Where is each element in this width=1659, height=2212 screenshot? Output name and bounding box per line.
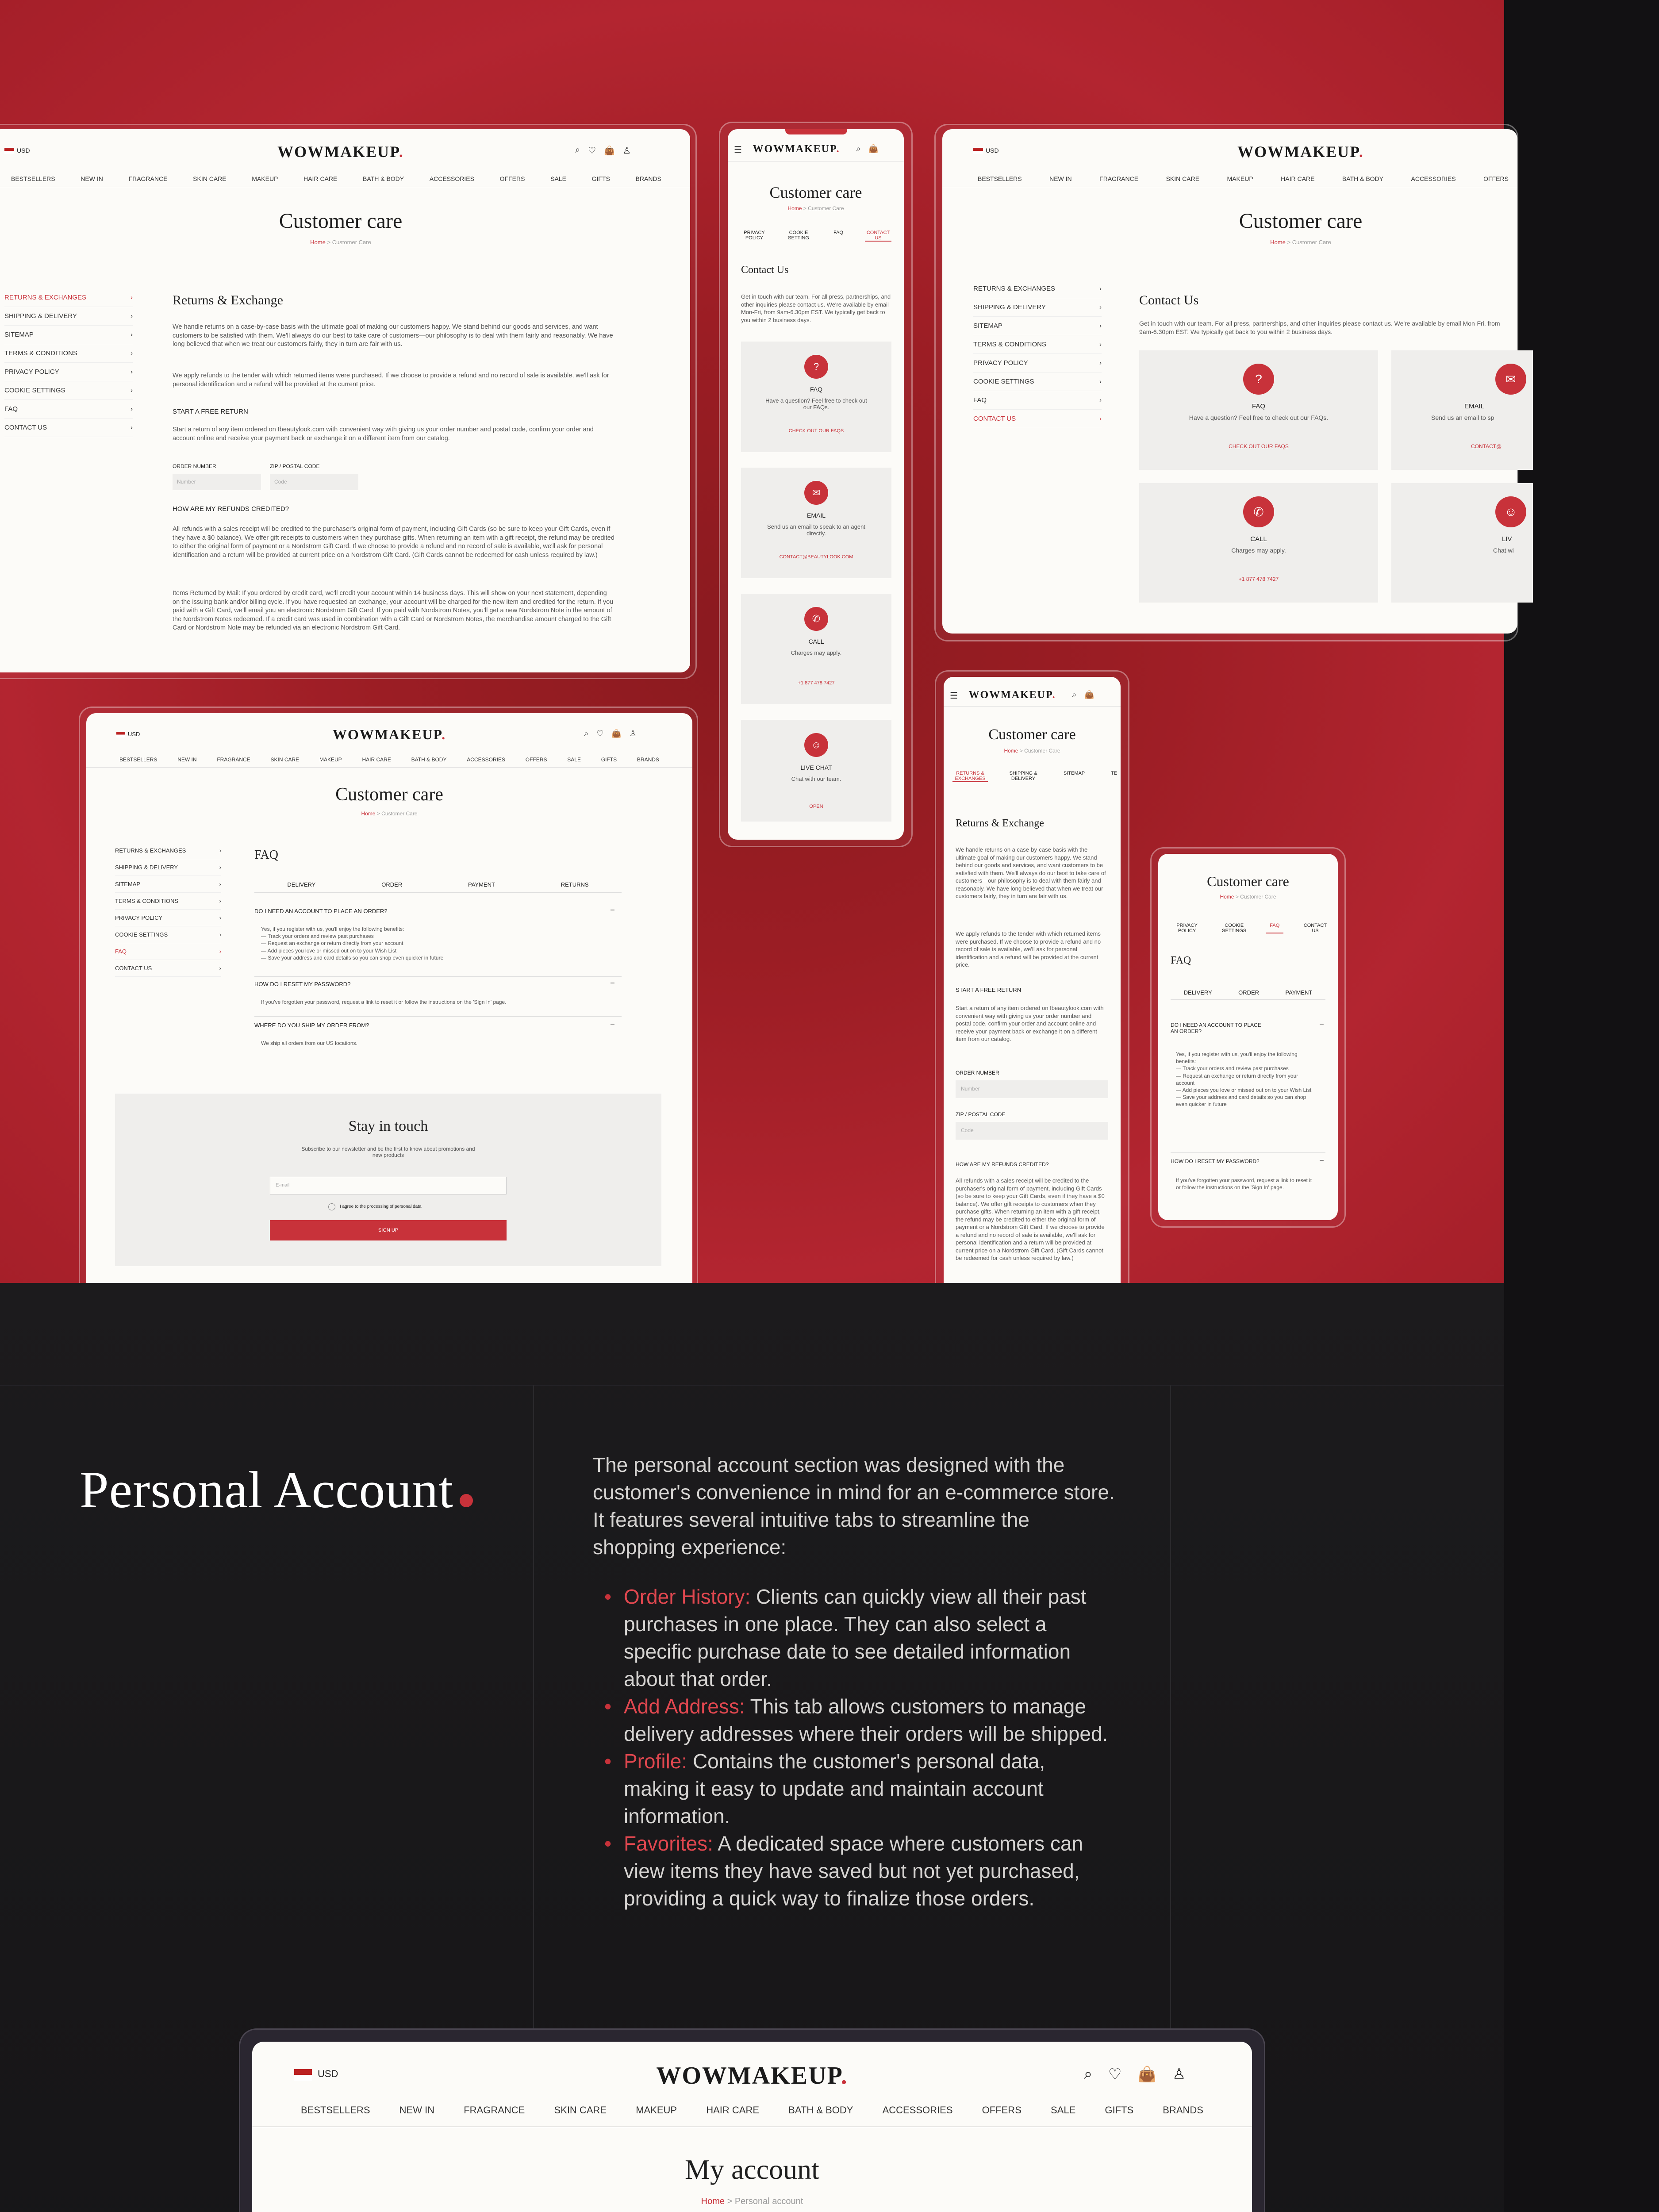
section-heading: Returns & Exchange <box>173 293 283 307</box>
menu-item[interactable]: CONTACT US › <box>973 410 1102 428</box>
menu-item[interactable]: RETURNS & EXCHANGES › <box>973 280 1102 298</box>
page-title: Customer care <box>335 784 443 805</box>
menu-item[interactable]: COOKIE SETTINGS › <box>115 926 221 943</box>
returns-paragraph: We handle returns on a case-by-case basis with the ultimate goal of making our customers happy. We stand behind our goods and services, and want customers to be satisfied with them. We'll always do our best to take care of customers—our philosophy is to deal with them fairly and reasonably. We have long believed that when we treat our customers fairly, they in turn are fair with us. <box>956 846 1106 900</box>
tab[interactable]: RETURNS & EXCHANGES <box>952 771 988 782</box>
breadcrumb: Home > Personal account <box>701 2197 803 2206</box>
chat-icon: ☺ <box>804 733 828 757</box>
main-nav <box>301 2104 1203 2116</box>
tab[interactable]: COOKIE SETTING <box>788 230 809 241</box>
mobile-tabs <box>732 230 900 242</box>
tab[interactable]: PRIVACY POLICY <box>1176 923 1198 933</box>
subheading: HOW ARE MY REFUNDS CREDITED? <box>956 1161 1049 1167</box>
signup-button[interactable]: SIGN UP <box>270 1220 507 1240</box>
tab-payment[interactable]: PAYMENT <box>1285 989 1313 996</box>
breadcrumb: Home > Customer Care <box>1220 894 1276 900</box>
faq-link[interactable]: CHECK OUT OUR FAQS <box>1229 443 1289 449</box>
faq-question[interactable]: DO I NEED AN ACCOUNT TO PLACE AN ORDER? <box>254 908 388 914</box>
collapse-icon[interactable]: – <box>1320 1020 1324 1028</box>
faq-card[interactable]: ? FAQ Have a question? Feel free to check out our FAQs. CHECK OUT OUR FAQS <box>1139 350 1378 470</box>
subheading: START A FREE RETURN <box>173 408 248 415</box>
nav-item[interactable]: ACCESSORIES <box>882 2104 953 2116</box>
section-heading: Contact Us <box>741 264 789 276</box>
flag-icon <box>116 732 125 737</box>
mobile-contact-screen <box>728 129 904 840</box>
divider <box>944 706 1121 707</box>
email-icon: ✉ <box>804 481 828 505</box>
list-item: • Add Address: This tab allows customers to manage delivery addresses where their orders will be shipped. <box>593 1693 1115 1747</box>
chat-bubble-icon: ? <box>804 355 828 379</box>
desktop-contact-screen <box>942 129 1517 634</box>
chat-bubble-icon: ? <box>1243 364 1274 395</box>
tab-delivery[interactable]: DELIVERY <box>1183 989 1212 996</box>
contact-intro: Get in touch with our team. For all press, partnerships, and other inquiries please contact us. We're available by email Mon-Fri, from 9am-6.30pm EST. We typically get back to you within 2 business days. <box>1139 320 1500 335</box>
main-nav <box>11 175 661 182</box>
phone-icon: ✆ <box>1243 496 1274 527</box>
nav-item[interactable]: FRAGRANCE <box>217 757 250 763</box>
tab-payment[interactable]: PAYMENT <box>468 881 495 888</box>
faq-card[interactable]: ? FAQ Have a question? Feel free to check out our FAQs. CHECK OUT OUR FAQS <box>741 342 891 452</box>
nav-item[interactable]: ACCESSORIES <box>1411 175 1456 182</box>
menu-item[interactable]: SHIPPING & DELIVERY › <box>115 859 221 876</box>
returns-paragraph: All refunds with a sales receipt will be credited to the purchaser's original form of payment, including Gift Cards (so be sure to keep your Gift Cards, even if they have a $0 balance). We offer gift receipts to customers when they purchase gifts. When returning an item with a gift receipt, the refund may be credited to either the original form of payment or a Nordstrom Gift Card. If we choose to provide a refund and no record of sale is available, we'll ask for personal identification and a return will be provided at current price on a Nordstrom Gift Card. (Gift Cards cannot be redeemed for cash unless required by law.) <box>173 526 614 559</box>
nav-item[interactable]: GIFTS <box>601 757 617 763</box>
bag-icon[interactable]: 👜 <box>611 729 622 738</box>
nav-item[interactable]: MAKEUP <box>319 757 342 763</box>
care-menu <box>4 288 133 437</box>
header-icons <box>575 145 631 156</box>
phone-link[interactable]: +1 877 478 7427 <box>1238 576 1279 582</box>
nav-item[interactable]: BATH & BODY <box>1342 175 1383 182</box>
faq-answer: Yes, if you register with us, you'll enjoy the following benefits: — Track your orders and review past purchases — Request an exchange or return directly from your account — Add pieces you love or missed out on to your Wish List — Save your address and card details so you can shop even quicker in future <box>1176 1051 1312 1108</box>
list-item: • Profile: Contains the customer's personal data, making it easy to update and maintain account information. <box>593 1747 1115 1830</box>
bag-icon[interactable]: 👜 <box>604 146 615 156</box>
nav-item[interactable]: MAKEUP <box>1227 175 1253 182</box>
grid-line <box>0 1385 1504 1386</box>
mobile-faq-screen <box>1158 854 1338 1220</box>
returns-paragraph: Items Returned by Mail: If you ordered by credit card, we'll credit your account within 14 business days. This will show on your next statement, depending on the issuing bank and/or billing cycle. If you have requested an exchange, your account will be charged for the new item and credited for the return. If you paid with a Gift Card, we'll email you an electronic Nordstrom Gift Card. If you paid with Nordstrom Notes, you'll get a new Nordstrom Note in the amount of the Nordstrom Notes redeemed. If a credit card was used in combination with a Gift Card or Nordstrom Notes, the merchandise amount charged to the Gift Card or Nordstrom Note may be refunded via an electronic Nordstrom Gift Card. <box>173 590 614 632</box>
newsletter-title: Stay in touch <box>348 1118 428 1134</box>
header-icons <box>1084 2066 1186 2083</box>
nav-item[interactable]: OFFERS <box>499 175 525 182</box>
logo[interactable]: WOWMAKEUP. <box>753 143 840 155</box>
menu-item[interactable]: RETURNS & EXCHANGES › <box>4 288 133 307</box>
menu-icon[interactable]: ☰ <box>950 691 958 701</box>
zip-input[interactable]: Code <box>270 474 358 490</box>
breadcrumb <box>0 239 690 246</box>
tab[interactable]: CONTACT US <box>1303 923 1327 933</box>
search-icon[interactable]: ⌕ <box>1084 2066 1093 2082</box>
breadcrumb-sep: > <box>327 239 331 246</box>
email-card[interactable]: ✉ EMAIL Send us an email to sp CONTACT@ <box>1391 350 1533 470</box>
flag-icon <box>4 148 14 154</box>
nav-item[interactable]: FRAGRANCE <box>1099 175 1139 182</box>
header-icons <box>856 144 879 154</box>
nav-item[interactable]: OFFERS <box>525 757 547 763</box>
section-heading: FAQ <box>254 848 278 862</box>
field-label: ORDER NUMBER <box>173 463 216 469</box>
zip-input[interactable]: Code <box>956 1122 1108 1140</box>
faq-answer: We ship all orders from our US locations. <box>261 1040 357 1046</box>
menu-item[interactable]: SHIPPING & DELIVERY › <box>973 298 1102 317</box>
notch <box>785 129 847 134</box>
page-title: Customer care <box>769 184 862 201</box>
menu-item[interactable]: SITEMAP › <box>973 317 1102 335</box>
flag-icon <box>294 2069 312 2081</box>
menu-item[interactable]: TERMS & CONDITIONS › <box>115 893 221 910</box>
menu-item[interactable]: CONTACT US › <box>115 960 221 977</box>
faq-answer: If you've forgotten your password, request a link to reset it or follow the instructions on the 'Sign In' page. <box>1176 1177 1312 1191</box>
logo[interactable]: WOWMAKEUP. <box>277 143 404 161</box>
menu-item[interactable]: COOKIE SETTINGS › <box>4 381 133 400</box>
email-card[interactable]: ✉ EMAIL Send us an email to speak to an agent directly. CONTACT@BEAUTYLOOK.COM <box>741 468 891 578</box>
menu-item[interactable]: COOKIE SETTINGS › <box>973 373 1102 391</box>
main-nav <box>119 757 659 763</box>
nav-item[interactable]: NEW IN <box>81 175 103 182</box>
user-icon[interactable]: ♙ <box>623 146 631 156</box>
nav-item[interactable]: BESTSELLERS <box>119 757 157 763</box>
section-heading: Returns & Exchange <box>956 818 1044 829</box>
nav-item[interactable]: ACCESSORIES <box>467 757 505 763</box>
phone-link[interactable]: +1 877 478 7427 <box>798 680 835 686</box>
nav-item[interactable]: SALE <box>550 175 566 182</box>
nav-item[interactable]: FRAGRANCE <box>464 2104 525 2116</box>
breadcrumb: Home > Customer Care <box>1004 748 1060 754</box>
menu-item[interactable]: SITEMAP › <box>4 326 133 344</box>
nav-item[interactable]: BRANDS <box>1163 2104 1203 2116</box>
menu-item[interactable]: FAQ › <box>4 400 133 419</box>
chat-link[interactable]: OPEN <box>809 804 823 809</box>
faq-link[interactable]: CHECK OUT OUR FAQS <box>788 428 844 434</box>
menu-item[interactable]: CONTACT US › <box>4 419 133 437</box>
nav-item[interactable]: FRAGRANCE <box>128 175 168 182</box>
nav-item[interactable]: BATH & BODY <box>788 2104 853 2116</box>
consent-label: I agree to the processing of personal data <box>340 1204 422 1209</box>
care-menu <box>973 280 1102 428</box>
nav-item[interactable]: BESTSELLERS <box>978 175 1022 182</box>
subheading: HOW ARE MY REFUNDS CREDITED? <box>173 505 289 513</box>
nav-item[interactable]: NEW IN <box>1049 175 1072 182</box>
nav-item[interactable]: BESTSELLERS <box>301 2104 370 2116</box>
collapse-icon[interactable]: – <box>611 1020 614 1028</box>
search-icon[interactable]: ⌕ <box>856 144 861 153</box>
chat-card[interactable]: ☺ LIV Chat wi <box>1391 483 1533 603</box>
menu-item[interactable]: FAQ › <box>973 391 1102 410</box>
menu-item[interactable]: FAQ › <box>115 943 221 960</box>
order-number-input[interactable]: Number <box>956 1080 1108 1098</box>
feature-list <box>593 1583 1115 1912</box>
field-label: ZIP / POSTAL CODE <box>270 463 320 469</box>
section-heading: Contact Us <box>1139 293 1199 307</box>
section-title: Personal Account <box>80 1460 473 1520</box>
nav-item[interactable]: HAIR CARE <box>706 2104 760 2116</box>
heart-icon[interactable]: ♡ <box>1108 2066 1122 2083</box>
contact-intro: Get in touch with our team. For all press, partnerships, and other inquiries please contact us. We're available by email Mon-Fri, from 9am-6.30pm EST. We typically get back to you within 2 business days. <box>741 293 891 323</box>
collapse-icon[interactable]: – <box>611 906 614 914</box>
menu-item[interactable]: PRIVACY POLICY › <box>115 910 221 926</box>
tab[interactable]: CONTACT US <box>865 230 891 242</box>
faq-question[interactable]: WHERE DO YOU SHIP MY ORDER FROM? <box>254 1022 369 1029</box>
desktop-returns-screen <box>0 129 690 672</box>
page-title: Customer care <box>1207 873 1289 889</box>
menu-item[interactable]: SITEMAP › <box>115 876 221 893</box>
nav-item[interactable]: ACCESSORIES <box>429 175 474 182</box>
email-link[interactable]: CONTACT@BEAUTYLOOK.COM <box>779 554 853 560</box>
page-title: Customer care <box>1239 209 1363 233</box>
breadcrumb: Home > Customer Care <box>787 205 844 211</box>
section-description <box>593 1451 1115 1912</box>
tab[interactable]: SITEMAP <box>1063 771 1085 776</box>
call-card[interactable]: ✆ CALL Charges may apply. +1 877 478 7427 <box>741 594 891 704</box>
field-label: ORDER NUMBER <box>956 1070 999 1076</box>
desktop-faq-screen <box>86 713 692 1297</box>
section-heading: FAQ <box>1171 955 1191 966</box>
nav-item[interactable]: NEW IN <box>399 2104 435 2116</box>
bag-icon[interactable]: 👜 <box>1137 2066 1156 2083</box>
menu-item[interactable]: TERMS & CONDITIONS › <box>4 344 133 363</box>
nav-item[interactable]: HAIR CARE <box>1281 175 1315 182</box>
chat-icon: ☺ <box>1495 496 1526 527</box>
nav-item[interactable]: HAIR CARE <box>303 175 338 182</box>
user-icon[interactable]: ♙ <box>629 729 637 738</box>
menu-item[interactable]: RETURNS & EXCHANGES › <box>115 842 221 859</box>
breadcrumb-current: Customer Care <box>332 239 371 246</box>
care-menu <box>115 842 221 977</box>
page-title: My account <box>685 2154 819 2185</box>
email-link[interactable]: CONTACT@ <box>1471 443 1502 449</box>
newsletter-text: Subscribe to our newsletter and be the first to know about promotions and new products <box>301 1146 475 1158</box>
flag-icon <box>973 148 983 154</box>
email-input[interactable]: E-mail <box>270 1177 507 1194</box>
breadcrumb-current: Personal account <box>734 2197 803 2206</box>
mobile-tabs <box>952 771 1121 782</box>
mobile-returns-screen <box>944 677 1121 1296</box>
chat-card[interactable]: ☺ LIVE CHAT Chat with our team. OPEN <box>741 720 891 822</box>
divider <box>254 1016 622 1017</box>
search-icon[interactable]: ⌕ <box>575 145 580 155</box>
nav-item[interactable]: SKIN CARE <box>193 175 227 182</box>
page-title: Customer care <box>988 726 1076 743</box>
logo[interactable]: WOWMAKEUP. <box>656 2062 848 2089</box>
menu-item[interactable]: TERMS & CONDITIONS › <box>973 335 1102 354</box>
account-screen <box>252 2042 1252 2212</box>
faq-question[interactable]: DO I NEED AN ACCOUNT TO PLACE AN ORDER? <box>1171 1022 1261 1034</box>
nav-item[interactable]: SKIN CARE <box>554 2104 607 2116</box>
heart-icon[interactable]: ♡ <box>596 729 604 738</box>
returns-paragraph: Start a return of any item ordered on Ibeautylook.com with convenient way with giving us your order number and postal code, confirm your order and account online and receive your payment back or exchange it on a different item from our catalog. <box>173 426 594 442</box>
bag-icon[interactable]: 👜 <box>868 144 879 153</box>
search-icon[interactable]: ⌕ <box>584 729 589 738</box>
nav-item[interactable]: BATH & BODY <box>411 757 447 763</box>
header-icons <box>584 729 637 738</box>
search-icon[interactable]: ⌕ <box>1072 690 1077 699</box>
call-card[interactable]: ✆ CALL Charges may apply. +1 877 478 7427 <box>1139 483 1378 603</box>
nav-item[interactable]: GIFTS <box>591 175 610 182</box>
menu-icon[interactable]: ☰ <box>734 145 742 155</box>
list-item: • Favorites: A dedicated space where customers can view items they have saved but not yet purchased, providing a quick way to finalize those orders. <box>593 1830 1115 1912</box>
tab[interactable]: SHIPPING & DELIVERY <box>1009 771 1037 781</box>
tab[interactable]: PRIVACY POLICY <box>744 230 765 241</box>
faq-question[interactable]: HOW DO I RESET MY PASSWORD? <box>254 981 351 987</box>
header-icons <box>1072 690 1094 699</box>
nav-item[interactable]: BRANDS <box>635 175 661 182</box>
main-nav <box>978 175 1509 182</box>
faq-answer: Yes, if you register with us, you'll enjoy the following benefits: — Track your orders and review past purchases — Request an exchange or return directly from your account — Add pieces you love or missed out on to your Wish List — Save your address and card details so you can shop even quicker in future <box>261 926 444 961</box>
nav-item[interactable]: SKIN CARE <box>1166 175 1200 182</box>
user-icon[interactable]: ♙ <box>1172 2066 1186 2083</box>
tab-order[interactable]: ORDER <box>381 881 403 888</box>
email-icon: ✉ <box>1495 364 1526 395</box>
menu-item[interactable]: SHIPPING & DELIVERY › <box>4 307 133 326</box>
nav-item[interactable]: HAIR CARE <box>362 757 391 763</box>
tab-returns[interactable]: RETURNS <box>561 881 589 888</box>
grid-line <box>533 1385 534 2039</box>
phone-icon: ✆ <box>804 607 828 631</box>
grid-line <box>1170 1385 1171 2039</box>
bag-icon[interactable]: 👜 <box>1084 690 1094 699</box>
breadcrumb-home[interactable]: Home <box>701 2197 725 2206</box>
mobile-tabs <box>1171 923 1331 933</box>
returns-paragraph: We apply refunds to the tender with which returned items were purchased. If we choose to provide a refund and no record of sale is available, we'll ask for personal identification and a refund will be provided at the current price. <box>173 372 609 388</box>
order-number-input[interactable]: Number <box>173 474 261 490</box>
faq-tabs <box>1171 989 1325 1000</box>
returns-paragraph: All refunds with a sales receipt will be credited to the purchaser's original form of payment, including Gift Cards (so be sure to keep your Gift Cards, even if they have a $0 balance). We offer gift receipts to customers when they purchase gifts. When returning an item with a gift receipt, the refund may be credited to either the original form of payment or a Nordstrom Gift Card. If we choose to provide a refund and no record of sale is available, we'll ask for personal identification and a return will be provided at current price on a Nordstrom Gift Card. (Gift Cards cannot be redeemed for cash unless required by law.) <box>956 1177 1105 1262</box>
tab-delivery[interactable]: DELIVERY <box>287 881 316 888</box>
tab-order[interactable]: ORDER <box>1238 989 1260 996</box>
nav-item[interactable]: SALE <box>1051 2104 1076 2116</box>
subheading: START A FREE RETURN <box>956 987 1022 993</box>
consent-checkbox[interactable] <box>328 1203 335 1210</box>
currency[interactable]: USD <box>128 731 140 737</box>
currency[interactable]: USD <box>986 147 999 154</box>
logo[interactable]: WOWMAKEUP. <box>968 689 1056 701</box>
list-item: • Order History: Clients can quickly view all their past purchases in one place. They can also select a specific purchase date to see detailed information about that order. <box>593 1583 1115 1693</box>
nav-item[interactable]: NEW IN <box>177 757 197 763</box>
tab[interactable]: COOKIE SETTINGS <box>1222 923 1247 933</box>
divider <box>254 976 622 977</box>
breadcrumb-home[interactable]: Home <box>310 239 326 246</box>
nav-item[interactable]: BATH & BODY <box>363 175 404 182</box>
currency[interactable]: USD <box>318 2068 338 2079</box>
returns-paragraph: We handle returns on a case-by-case basis with the ultimate goal of making our customers happy. We stand behind our goods and services, and want customers to be satisfied with them. We'll always do our best to take care of customers—our philosophy is to deal with them fairly and reasonably. We have long believed that when we treat our customers fairly, they in turn are fair with us. <box>173 323 613 348</box>
nav-item[interactable]: MAKEUP <box>636 2104 677 2116</box>
field-label: ZIP / POSTAL CODE <box>956 1111 1006 1118</box>
menu-item[interactable]: PRIVACY POLICY › <box>4 363 133 381</box>
divider <box>1171 1152 1325 1153</box>
currency[interactable]: USD <box>17 147 30 154</box>
tab[interactable]: FAQ <box>1266 923 1283 933</box>
nav-item[interactable]: OFFERS <box>982 2104 1022 2116</box>
newsletter-box <box>115 1094 661 1266</box>
nav-item[interactable]: BRANDS <box>637 757 659 763</box>
tab[interactable]: TE <box>1110 771 1118 776</box>
tab[interactable]: FAQ <box>833 230 843 235</box>
logo[interactable]: WOWMAKEUP. <box>332 726 446 742</box>
menu-item[interactable]: PRIVACY POLICY › <box>973 354 1102 373</box>
accent-dot <box>460 1494 473 1507</box>
divider <box>86 767 692 768</box>
faq-question[interactable]: HOW DO I RESET MY PASSWORD? <box>1171 1158 1260 1164</box>
collapse-icon[interactable]: – <box>1320 1156 1324 1164</box>
collapse-icon[interactable]: – <box>611 979 614 987</box>
faq-tabs <box>254 881 622 893</box>
nav-item[interactable]: SKIN CARE <box>270 757 300 763</box>
returns-paragraph: Start a return of any item ordered on Ibeautylook.com with convenient way with giving us your order number and postal code, confirm your order and account online and receive your payment back or exchange it on a different item from our catalog. <box>956 1005 1104 1043</box>
heart-icon[interactable]: ♡ <box>588 146 596 156</box>
nav-item[interactable]: OFFERS <box>1483 175 1509 182</box>
faq-answer: If you've forgotten your password, request a link to reset it or follow the instructions on the 'Sign In' page. <box>261 999 507 1005</box>
nav-item[interactable]: MAKEUP <box>252 175 278 182</box>
nav-item[interactable]: SALE <box>567 757 581 763</box>
intro-text: The personal account section was designed with the customer's convenience in mind for an e-commerce store. It features several intuitive tabs to streamline the shopping experience: <box>593 1453 1115 1559</box>
breadcrumb: Home > Customer Care <box>361 810 418 817</box>
returns-paragraph: We apply refunds to the tender with which returned items were purchased. If we choose to provide a refund and no record of sale is available, we'll ask for personal identification and a refund will be provided at the current price. <box>956 930 1101 968</box>
page-title: Customer care <box>279 209 403 233</box>
breadcrumb: Home > Customer Care <box>1270 239 1331 246</box>
nav-item[interactable]: BESTSELLERS <box>11 175 55 182</box>
logo[interactable]: WOWMAKEUP. <box>1237 143 1364 161</box>
nav-item[interactable]: GIFTS <box>1105 2104 1134 2116</box>
